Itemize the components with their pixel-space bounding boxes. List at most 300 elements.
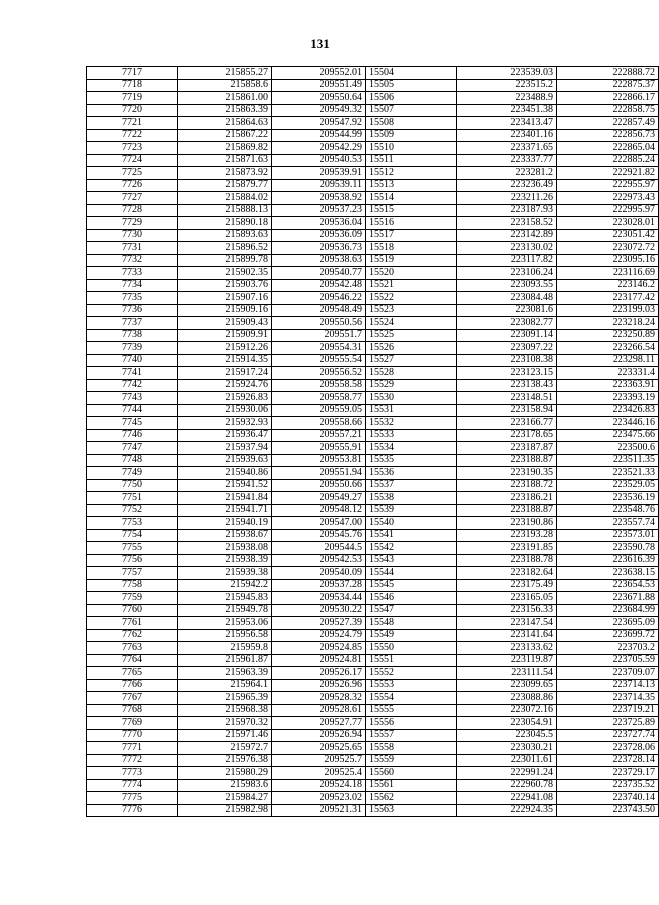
cell-point-id-2: 15544 <box>366 567 457 580</box>
table-row <box>87 717 659 730</box>
cell-y-coordinate-2: 222973.43 <box>557 192 659 205</box>
cell-y-coordinate-2: 223709.07 <box>557 667 659 680</box>
cell-x-coordinate-2: 223187.93 <box>457 204 557 217</box>
table-row <box>87 354 659 367</box>
cell-point-id-2: 15558 <box>366 742 457 755</box>
table-row <box>87 442 659 455</box>
cell-point-id: 7760 <box>87 604 178 617</box>
cell-x-coordinate-2: 223097.22 <box>457 342 557 355</box>
cell-x-coordinate-2: 223191.85 <box>457 542 557 555</box>
cell-point-id: 7745 <box>87 417 178 430</box>
cell-point-id-2: 15517 <box>366 229 457 242</box>
cell-x-coordinate: 215983.6 <box>178 779 272 792</box>
cell-point-id: 7754 <box>87 529 178 542</box>
cell-y-coordinate-2: 223699.72 <box>557 629 659 642</box>
cell-y-coordinate: 209527.77 <box>272 717 366 730</box>
table-row <box>87 579 659 592</box>
cell-y-coordinate-2: 223446.16 <box>557 417 659 430</box>
coordinates-table-body <box>87 67 659 817</box>
cell-point-id-2: 15523 <box>366 304 457 317</box>
cell-point-id: 7763 <box>87 642 178 655</box>
cell-y-coordinate-2: 222995.97 <box>557 204 659 217</box>
cell-y-coordinate-2: 222885.24 <box>557 154 659 167</box>
cell-y-coordinate-2: 223557.74 <box>557 517 659 530</box>
cell-point-id: 7769 <box>87 717 178 730</box>
cell-x-coordinate-2: 223178.65 <box>457 429 557 442</box>
cell-x-coordinate: 215945.83 <box>178 592 272 605</box>
cell-y-coordinate-2: 222955.97 <box>557 179 659 192</box>
table-row <box>87 179 659 192</box>
cell-y-coordinate-2: 223548.76 <box>557 504 659 517</box>
cell-point-id-2: 15531 <box>366 404 457 417</box>
cell-y-coordinate-2: 223298.11 <box>557 354 659 367</box>
cell-x-coordinate: 215937.94 <box>178 442 272 455</box>
cell-y-coordinate: 209540.53 <box>272 154 366 167</box>
cell-point-id-2: 15553 <box>366 679 457 692</box>
cell-x-coordinate-2: 223133.62 <box>457 642 557 655</box>
cell-y-coordinate-2: 222875.37 <box>557 79 659 92</box>
cell-x-coordinate-2: 223117.82 <box>457 254 557 267</box>
table-row <box>87 117 659 130</box>
cell-point-id: 7750 <box>87 479 178 492</box>
cell-y-coordinate: 209539.91 <box>272 167 366 180</box>
cell-x-coordinate: 215909.91 <box>178 329 272 342</box>
cell-x-coordinate: 215861.00 <box>178 92 272 105</box>
cell-x-coordinate: 215941.71 <box>178 504 272 517</box>
cell-y-coordinate-2: 222921.82 <box>557 167 659 180</box>
cell-point-id: 7775 <box>87 792 178 805</box>
table-row <box>87 654 659 667</box>
cell-y-coordinate: 209536.73 <box>272 242 366 255</box>
cell-x-coordinate-2: 223099.65 <box>457 679 557 692</box>
cell-point-id: 7733 <box>87 267 178 280</box>
cell-point-id: 7748 <box>87 454 178 467</box>
cell-point-id: 7762 <box>87 629 178 642</box>
cell-point-id-2: 15539 <box>366 504 457 517</box>
cell-point-id-2: 15513 <box>366 179 457 192</box>
cell-y-coordinate: 209544.5 <box>272 542 366 555</box>
cell-point-id: 7729 <box>87 217 178 230</box>
cell-y-coordinate: 209558.66 <box>272 417 366 430</box>
table-row <box>87 517 659 530</box>
cell-point-id: 7776 <box>87 804 178 817</box>
cell-y-coordinate: 209558.58 <box>272 379 366 392</box>
table-row <box>87 792 659 805</box>
cell-x-coordinate: 215976.38 <box>178 754 272 767</box>
cell-y-coordinate: 209525.65 <box>272 742 366 755</box>
cell-x-coordinate-2: 223281.2 <box>457 167 557 180</box>
cell-y-coordinate: 209545.76 <box>272 529 366 542</box>
cell-x-coordinate-2: 223072.16 <box>457 704 557 717</box>
cell-x-coordinate: 215938.08 <box>178 542 272 555</box>
cell-x-coordinate: 215968.38 <box>178 704 272 717</box>
cell-x-coordinate: 215899.78 <box>178 254 272 267</box>
cell-x-coordinate: 215964.1 <box>178 679 272 692</box>
cell-x-coordinate: 215965.39 <box>178 692 272 705</box>
cell-x-coordinate-2: 223190.86 <box>457 517 557 530</box>
cell-point-id: 7756 <box>87 554 178 567</box>
cell-x-coordinate: 215907.16 <box>178 292 272 305</box>
cell-y-coordinate-2: 223529.05 <box>557 479 659 492</box>
table-row <box>87 742 659 755</box>
cell-point-id: 7774 <box>87 779 178 792</box>
cell-x-coordinate-2: 223451.38 <box>457 104 557 117</box>
cell-y-coordinate-2: 223331.4 <box>557 367 659 380</box>
cell-point-id-2: 15562 <box>366 792 457 805</box>
cell-y-coordinate: 209539.11 <box>272 179 366 192</box>
cell-x-coordinate: 215917.24 <box>178 367 272 380</box>
cell-x-coordinate: 215941.52 <box>178 479 272 492</box>
cell-point-id: 7740 <box>87 354 178 367</box>
cell-point-id: 7728 <box>87 204 178 217</box>
cell-x-coordinate-2: 223147.54 <box>457 617 557 630</box>
cell-y-coordinate-2: 223590.78 <box>557 542 659 555</box>
cell-x-coordinate: 215953.06 <box>178 617 272 630</box>
cell-y-coordinate-2: 222857.49 <box>557 117 659 130</box>
cell-point-id: 7736 <box>87 304 178 317</box>
table-row <box>87 542 659 555</box>
cell-y-coordinate: 209521.31 <box>272 804 366 817</box>
cell-point-id: 7722 <box>87 129 178 142</box>
cell-x-coordinate: 215949.78 <box>178 604 272 617</box>
table-row <box>87 529 659 542</box>
cell-y-coordinate: 209548.49 <box>272 304 366 317</box>
cell-y-coordinate: 209552.01 <box>272 67 366 80</box>
cell-point-id: 7758 <box>87 579 178 592</box>
cell-y-coordinate-2: 223729.17 <box>557 767 659 780</box>
cell-x-coordinate: 215932.93 <box>178 417 272 430</box>
cell-y-coordinate-2: 223654.53 <box>557 579 659 592</box>
cell-point-id-2: 15505 <box>366 79 457 92</box>
cell-x-coordinate: 215909.16 <box>178 304 272 317</box>
cell-point-id: 7734 <box>87 279 178 292</box>
cell-y-coordinate-2: 223727.74 <box>557 729 659 742</box>
cell-y-coordinate: 209546.22 <box>272 292 366 305</box>
cell-y-coordinate-2: 223728.06 <box>557 742 659 755</box>
cell-x-coordinate: 215926.83 <box>178 392 272 405</box>
cell-y-coordinate: 209558.77 <box>272 392 366 405</box>
cell-point-id: 7766 <box>87 679 178 692</box>
table-row <box>87 492 659 505</box>
cell-y-coordinate: 209542.29 <box>272 142 366 155</box>
cell-y-coordinate-2: 223521.33 <box>557 467 659 480</box>
cell-x-coordinate: 215939.63 <box>178 454 272 467</box>
cell-point-id-2: 15526 <box>366 342 457 355</box>
table-row <box>87 679 659 692</box>
cell-point-id: 7759 <box>87 592 178 605</box>
table-row <box>87 429 659 442</box>
cell-y-coordinate-2: 223719.21 <box>557 704 659 717</box>
cell-y-coordinate: 209559.05 <box>272 404 366 417</box>
cell-y-coordinate-2: 223028.01 <box>557 217 659 230</box>
cell-x-coordinate-2: 223084.48 <box>457 292 557 305</box>
table-row <box>87 154 659 167</box>
table-row <box>87 567 659 580</box>
cell-point-id-2: 15552 <box>366 667 457 680</box>
cell-point-id-2: 15532 <box>366 417 457 430</box>
cell-point-id: 7755 <box>87 542 178 555</box>
cell-x-coordinate-2: 223106.24 <box>457 267 557 280</box>
cell-point-id: 7747 <box>87 442 178 455</box>
cell-x-coordinate: 215959.8 <box>178 642 272 655</box>
cell-point-id: 7742 <box>87 379 178 392</box>
cell-point-id: 7741 <box>87 367 178 380</box>
cell-x-coordinate-2: 223175.49 <box>457 579 557 592</box>
cell-point-id-2: 15525 <box>366 329 457 342</box>
cell-point-id-2: 15547 <box>366 604 457 617</box>
cell-point-id-2: 15511 <box>366 154 457 167</box>
cell-x-coordinate-2: 223515.2 <box>457 79 557 92</box>
cell-point-id-2: 15536 <box>366 467 457 480</box>
cell-point-id-2: 15529 <box>366 379 457 392</box>
cell-x-coordinate: 215888.13 <box>178 204 272 217</box>
table-row <box>87 417 659 430</box>
cell-y-coordinate: 209548.12 <box>272 504 366 517</box>
cell-y-coordinate: 209537.23 <box>272 204 366 217</box>
table-row <box>87 304 659 317</box>
cell-x-coordinate: 215879.77 <box>178 179 272 192</box>
cell-x-coordinate-2: 223413.47 <box>457 117 557 130</box>
cell-y-coordinate: 209550.64 <box>272 92 366 105</box>
cell-point-id: 7726 <box>87 179 178 192</box>
cell-y-coordinate: 209538.92 <box>272 192 366 205</box>
cell-point-id: 7768 <box>87 704 178 717</box>
cell-y-coordinate: 209534.44 <box>272 592 366 605</box>
cell-y-coordinate-2: 223743.50 <box>557 804 659 817</box>
cell-y-coordinate: 209526.17 <box>272 667 366 680</box>
cell-y-coordinate: 209551.94 <box>272 467 366 480</box>
cell-y-coordinate: 209542.53 <box>272 554 366 567</box>
cell-y-coordinate: 209550.56 <box>272 317 366 330</box>
cell-x-coordinate: 215855.27 <box>178 67 272 80</box>
cell-x-coordinate-2: 223158.52 <box>457 217 557 230</box>
cell-x-coordinate: 215940.86 <box>178 467 272 480</box>
cell-point-id: 7751 <box>87 492 178 505</box>
cell-y-coordinate-2: 223426.83 <box>557 404 659 417</box>
cell-x-coordinate-2: 223093.55 <box>457 279 557 292</box>
cell-x-coordinate-2: 223165.05 <box>457 592 557 605</box>
cell-x-coordinate: 215914.35 <box>178 354 272 367</box>
cell-x-coordinate-2: 223158.94 <box>457 404 557 417</box>
cell-x-coordinate-2: 223081.6 <box>457 304 557 317</box>
cell-x-coordinate: 215941.84 <box>178 492 272 505</box>
cell-point-id-2: 15563 <box>366 804 457 817</box>
cell-x-coordinate: 215890.18 <box>178 217 272 230</box>
cell-point-id-2: 15535 <box>366 454 457 467</box>
cell-y-coordinate-2: 223671.88 <box>557 592 659 605</box>
table-row <box>87 267 659 280</box>
cell-y-coordinate: 209549.32 <box>272 104 366 117</box>
cell-point-id-2: 15534 <box>366 442 457 455</box>
cell-x-coordinate: 215867.22 <box>178 129 272 142</box>
cell-x-coordinate-2: 223211.26 <box>457 192 557 205</box>
cell-point-id: 7723 <box>87 142 178 155</box>
cell-point-id-2: 15510 <box>366 142 457 155</box>
cell-x-coordinate-2: 223119.87 <box>457 654 557 667</box>
table-row <box>87 67 659 80</box>
cell-y-coordinate: 209527.39 <box>272 617 366 630</box>
cell-point-id-2: 15554 <box>366 692 457 705</box>
cell-point-id: 7772 <box>87 754 178 767</box>
cell-y-coordinate-2: 223735.52 <box>557 779 659 792</box>
cell-y-coordinate: 209553.81 <box>272 454 366 467</box>
cell-point-id-2: 15541 <box>366 529 457 542</box>
cell-x-coordinate: 215863.39 <box>178 104 272 117</box>
cell-x-coordinate: 215980.29 <box>178 767 272 780</box>
table-row <box>87 329 659 342</box>
table-row <box>87 217 659 230</box>
cell-y-coordinate-2: 223511.35 <box>557 454 659 467</box>
cell-x-coordinate-2: 223539.03 <box>457 67 557 80</box>
cell-x-coordinate: 215938.67 <box>178 529 272 542</box>
cell-point-id-2: 15512 <box>366 167 457 180</box>
cell-x-coordinate-2: 223088.86 <box>457 692 557 705</box>
cell-x-coordinate-2: 223111.54 <box>457 667 557 680</box>
table-row <box>87 692 659 705</box>
cell-y-coordinate: 209523.02 <box>272 792 366 805</box>
cell-point-id-2: 15528 <box>366 367 457 380</box>
cell-x-coordinate-2: 223371.65 <box>457 142 557 155</box>
cell-y-coordinate-2: 223393.19 <box>557 392 659 405</box>
cell-x-coordinate-2: 223401.16 <box>457 129 557 142</box>
cell-point-id-2: 15540 <box>366 517 457 530</box>
table-row <box>87 554 659 567</box>
cell-y-coordinate-2: 222865.04 <box>557 142 659 155</box>
cell-point-id-2: 15516 <box>366 217 457 230</box>
cell-y-coordinate-2: 223573.01 <box>557 529 659 542</box>
cell-y-coordinate: 209554.31 <box>272 342 366 355</box>
table-row <box>87 467 659 480</box>
cell-y-coordinate: 209526.94 <box>272 729 366 742</box>
cell-x-coordinate-2: 223011.61 <box>457 754 557 767</box>
cell-point-id: 7765 <box>87 667 178 680</box>
table-row <box>87 192 659 205</box>
cell-x-coordinate: 215939.38 <box>178 567 272 580</box>
cell-x-coordinate-2: 223188.78 <box>457 554 557 567</box>
cell-x-coordinate: 215956.58 <box>178 629 272 642</box>
cell-point-id-2: 15533 <box>366 429 457 442</box>
cell-x-coordinate-2: 223188.72 <box>457 479 557 492</box>
cell-x-coordinate: 215936.47 <box>178 429 272 442</box>
table-row <box>87 479 659 492</box>
cell-y-coordinate: 209550.66 <box>272 479 366 492</box>
cell-x-coordinate-2: 223236.49 <box>457 179 557 192</box>
cell-point-id-2: 15504 <box>366 67 457 80</box>
cell-x-coordinate-2: 223123.15 <box>457 367 557 380</box>
table-row <box>87 204 659 217</box>
cell-point-id: 7731 <box>87 242 178 255</box>
cell-x-coordinate: 215924.76 <box>178 379 272 392</box>
cell-x-coordinate-2: 223166.77 <box>457 417 557 430</box>
cell-point-id-2: 15524 <box>366 317 457 330</box>
cell-y-coordinate-2: 222858.75 <box>557 104 659 117</box>
table-row <box>87 592 659 605</box>
cell-y-coordinate-2: 223363.91 <box>557 379 659 392</box>
cell-point-id-2: 15560 <box>366 767 457 780</box>
table-row <box>87 367 659 380</box>
cell-point-id-2: 15520 <box>366 267 457 280</box>
page-number: 131 <box>310 36 330 51</box>
cell-y-coordinate: 209547.92 <box>272 117 366 130</box>
cell-point-id: 7720 <box>87 104 178 117</box>
cell-point-id-2: 15508 <box>366 117 457 130</box>
table-row <box>87 804 659 817</box>
cell-point-id: 7730 <box>87 229 178 242</box>
cell-y-coordinate: 209528.32 <box>272 692 366 705</box>
cell-y-coordinate-2: 223703.2 <box>557 642 659 655</box>
cell-point-id: 7771 <box>87 742 178 755</box>
cell-x-coordinate-2: 223182.64 <box>457 567 557 580</box>
cell-point-id: 7757 <box>87 567 178 580</box>
cell-y-coordinate-2: 223536.19 <box>557 492 659 505</box>
cell-x-coordinate: 215972.7 <box>178 742 272 755</box>
cell-y-coordinate: 209549.27 <box>272 492 366 505</box>
cell-point-id-2: 15548 <box>366 617 457 630</box>
cell-point-id-2: 15538 <box>366 492 457 505</box>
cell-y-coordinate: 209540.09 <box>272 567 366 580</box>
table-row <box>87 404 659 417</box>
table-row <box>87 779 659 792</box>
cell-point-id-2: 15519 <box>366 254 457 267</box>
cell-x-coordinate-2: 223138.43 <box>457 379 557 392</box>
cell-x-coordinate: 215893.63 <box>178 229 272 242</box>
cell-x-coordinate: 215871.63 <box>178 154 272 167</box>
cell-x-coordinate: 215858.6 <box>178 79 272 92</box>
cell-x-coordinate-2: 222924.35 <box>457 804 557 817</box>
table-row <box>87 617 659 630</box>
cell-x-coordinate-2: 223337.77 <box>457 154 557 167</box>
cell-point-id: 7732 <box>87 254 178 267</box>
cell-x-coordinate: 215942.2 <box>178 579 272 592</box>
cell-y-coordinate-2: 223714.35 <box>557 692 659 705</box>
cell-point-id-2: 15555 <box>366 704 457 717</box>
coordinates-table <box>86 66 659 817</box>
cell-point-id-2: 15506 <box>366 92 457 105</box>
table-row <box>87 767 659 780</box>
cell-point-id: 7752 <box>87 504 178 517</box>
cell-y-coordinate: 209555.91 <box>272 442 366 455</box>
cell-y-coordinate-2: 223616.39 <box>557 554 659 567</box>
cell-x-coordinate-2: 223108.38 <box>457 354 557 367</box>
cell-y-coordinate: 209551.49 <box>272 79 366 92</box>
cell-y-coordinate-2: 223475.66 <box>557 429 659 442</box>
cell-x-coordinate: 215971.46 <box>178 729 272 742</box>
cell-x-coordinate: 215896.52 <box>178 242 272 255</box>
cell-point-id: 7739 <box>87 342 178 355</box>
cell-y-coordinate: 209530.22 <box>272 604 366 617</box>
table-row <box>87 629 659 642</box>
cell-x-coordinate-2: 223488.9 <box>457 92 557 105</box>
cell-point-id: 7767 <box>87 692 178 705</box>
cell-y-coordinate: 209525.7 <box>272 754 366 767</box>
table-row <box>87 167 659 180</box>
cell-y-coordinate-2: 223705.59 <box>557 654 659 667</box>
cell-x-coordinate-2: 222960.78 <box>457 779 557 792</box>
table-row <box>87 642 659 655</box>
cell-x-coordinate-2: 223193.28 <box>457 529 557 542</box>
cell-y-coordinate: 209547.00 <box>272 517 366 530</box>
cell-y-coordinate: 209528.61 <box>272 704 366 717</box>
cell-y-coordinate: 209538.63 <box>272 254 366 267</box>
table-row <box>87 379 659 392</box>
cell-point-id-2: 15522 <box>366 292 457 305</box>
cell-x-coordinate: 215970.32 <box>178 717 272 730</box>
cell-point-id: 7737 <box>87 317 178 330</box>
table-row <box>87 754 659 767</box>
cell-x-coordinate-2: 223190.35 <box>457 467 557 480</box>
table-row <box>87 729 659 742</box>
cell-y-coordinate-2: 223725.89 <box>557 717 659 730</box>
